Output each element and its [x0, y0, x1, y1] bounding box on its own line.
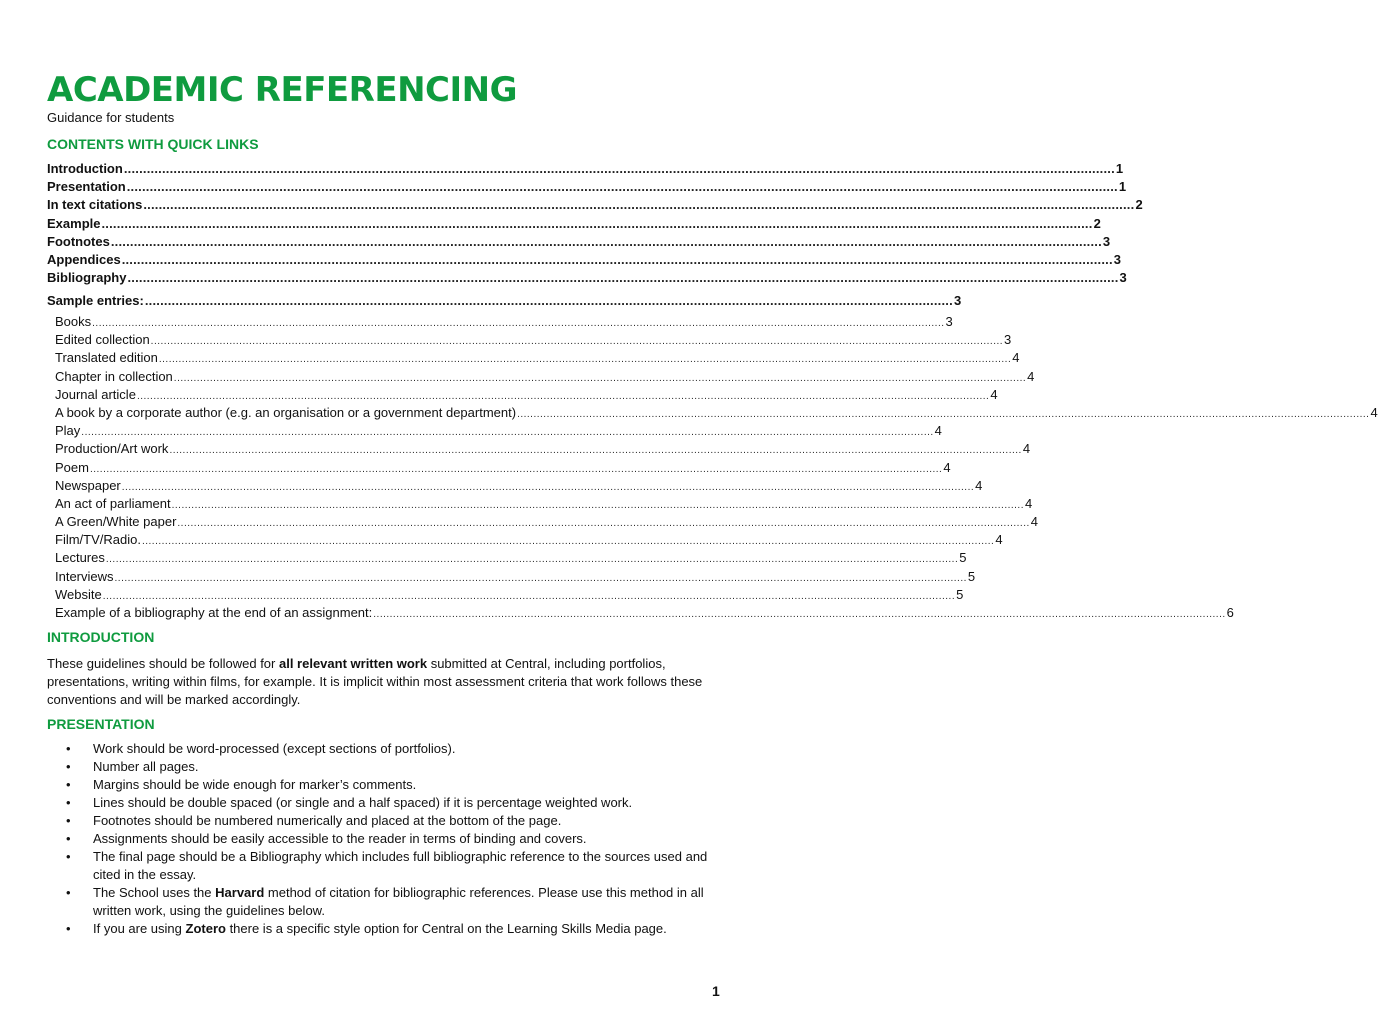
toc-leader-dots: .................................................................................................................................................................................................................................................................... — [121, 481, 975, 493]
bullet-dot-icon: • — [66, 849, 71, 864]
bullet-text: Lines should be double spaced (or single and a half spaced) if it is percentage weighted work. — [93, 795, 633, 810]
toc-entry-label: In text citations — [47, 197, 143, 213]
toc-entry-label: Bibliography — [47, 270, 127, 286]
bullet-item — [47, 830, 723, 848]
toc-leader-dots: .................................................................................................................................................................................................................................................................... — [517, 408, 1370, 420]
toc-entry[interactable] — [47, 160, 1124, 178]
bullet-text: Number all pages. — [93, 759, 199, 774]
bullet-item — [47, 920, 723, 938]
toc-entry[interactable] — [55, 349, 1020, 367]
toc-entry[interactable] — [55, 568, 976, 586]
toc-entry-page: 3 — [945, 314, 953, 329]
bullet-dot-icon: • — [66, 921, 71, 936]
toc-entry-page: 4 — [975, 477, 983, 493]
bullet-item — [47, 776, 723, 794]
toc-entry-page: 3 — [1119, 270, 1127, 286]
toc-entry[interactable] — [47, 269, 1127, 287]
toc-entry-label: Lectures — [55, 550, 105, 566]
toc-entry-page: 3 — [953, 293, 962, 308]
toc-leader-dots: .................................................................................................................................................................................................................................................................... — [143, 197, 1135, 213]
toc-leader-dots: .................................................................................................................................................................................................................................................................... — [101, 215, 1093, 231]
toc-sub-list — [55, 313, 1378, 622]
toc-leader-dots: .................................................................................................................................................................................................................................................................... — [92, 318, 945, 329]
toc-entry-page: 4 — [995, 532, 1003, 548]
bullet-text: Margins should be wide enough for marker’s comments. — [93, 777, 417, 792]
toc-entry[interactable] — [55, 586, 964, 604]
toc-entry[interactable] — [55, 422, 942, 440]
introduction-heading: INTRODUCTION — [47, 629, 155, 645]
toc-entry[interactable] — [47, 178, 1127, 196]
toc-leader-dots: .................................................................................................................................................................................................................................................................... — [89, 463, 943, 475]
bullet-item — [47, 794, 723, 812]
toc-leader-dots: .................................................................................................................................................................................................................................................................... — [105, 554, 959, 566]
toc-leader-dots: .................................................................................................................................................................................................................................................................... — [158, 354, 1012, 366]
toc-main-list — [47, 160, 1143, 287]
toc-entry-label: Edited collection — [55, 332, 150, 348]
toc-entry[interactable] — [55, 477, 983, 495]
document-subtitle: Guidance for students — [47, 110, 175, 125]
toc-entry[interactable] — [55, 404, 1378, 422]
toc-entry[interactable] — [47, 196, 1143, 214]
toc-sample-entries[interactable] — [47, 292, 962, 310]
toc-entry-label: Footnotes — [47, 233, 110, 249]
toc-entry-label: Poem — [55, 459, 89, 475]
toc-leader-dots: .................................................................................................................................................................................................................................................................... — [110, 233, 1102, 249]
toc-entry-label: Example of a bibliography at the end of an assignment: — [55, 605, 373, 620]
toc-entry[interactable] — [55, 331, 1012, 349]
toc-entry-page: 4 — [943, 459, 951, 475]
toc-entry-page: 4 — [934, 423, 942, 439]
toc-entry-page: 3 — [1102, 233, 1111, 249]
toc-leader-dots: .................................................................................................................................................................................................................................................................... — [173, 372, 1027, 384]
toc-entry[interactable] — [55, 459, 951, 477]
toc-entry-label: Interviews — [55, 568, 114, 584]
toc-entry[interactable] — [55, 440, 1031, 458]
toc-entry-page: 4 — [1030, 514, 1039, 530]
toc-entry-label: Production/Art work — [55, 441, 169, 457]
toc-leader-dots: .................................................................................................................................................................................................................................................................... — [177, 518, 1030, 530]
toc-leader-dots: .................................................................................................................................................................................................................... — [144, 293, 953, 308]
bullet-item — [47, 812, 723, 830]
toc-entry-page: 3 — [1004, 332, 1012, 348]
bullet-dot-icon: • — [66, 777, 71, 792]
toc-leader-dots: .................................................................................................................................................................................................................................................................... — [121, 251, 1113, 267]
toc-entry-label: Journal article — [55, 386, 136, 402]
toc-entry-page: 4 — [1027, 368, 1035, 384]
bullet-item — [47, 758, 723, 776]
toc-leader-dots: .................................................................................................................................................................................................................................................................... — [127, 270, 1119, 286]
intro-text: These guidelines should be followed for — [47, 656, 279, 671]
bullet-text: method of citation for bibliographic references. Please use this method in all written work, using the guidelines below. — [93, 885, 704, 918]
toc-leader-dots: .................................................................................................................................................................................................................................................................... — [169, 445, 1022, 457]
presentation-heading: PRESENTATION — [47, 716, 155, 732]
toc-entry-page: 6 — [1226, 605, 1234, 620]
intro-text-rest: submitted at Central, including portfolios, presentations, writing within films, for example. It is implicit within most assessment criteria that work follows these conventions and will be marked accordingly. — [47, 656, 703, 707]
toc-leader-dots: .................................................................................................................................................................................................................................................................... — [141, 536, 995, 548]
toc-entry-page: 5 — [967, 568, 976, 584]
toc-entry-page: 4 — [1025, 495, 1033, 511]
bullet-dot-icon: • — [66, 831, 71, 846]
toc-leader-dots: .................................................................................................................................................................................................................................................................... — [123, 161, 1115, 176]
toc-entry-label: Presentation — [47, 179, 126, 195]
toc-entry-page: 1 — [1118, 179, 1127, 195]
toc-leader-dots: .................................................................................................................................................................................................................................................................... — [373, 609, 1226, 620]
toc-entry[interactable] — [55, 368, 1035, 386]
bullet-text: If you are using — [93, 921, 186, 936]
toc-leader-dots: .................................................................................................................................................................................................................................................................... — [136, 390, 990, 402]
toc-entry-page: 4 — [1370, 404, 1378, 420]
intro-bold-text: all relevant written work — [278, 656, 428, 671]
toc-leader-dots: .................................................................................................................................................................................................................................................................... — [171, 499, 1024, 511]
toc-entry-label: Film/TV/Radio. — [55, 532, 141, 548]
bullet-text: Assignments should be easily accessible to the reader in terms of binding and covers. — [93, 831, 587, 846]
toc-entry-page: 4 — [1012, 350, 1020, 366]
bullet-text: Work should be word-processed (except sections of portfolios). — [93, 741, 456, 756]
toc-entry-page: 5 — [959, 550, 967, 566]
toc-leader-dots: .................................................................................................................................................................................................................................................................... — [114, 572, 967, 584]
toc-leader-dots: .................................................................................................................................................................................................................................................................... — [150, 336, 1004, 348]
toc-entry[interactable] — [55, 513, 1039, 531]
toc-entry-page: 2 — [1093, 215, 1101, 231]
bullet-item — [47, 848, 723, 884]
toc-entry-label: A book by a corporate author (e.g. an organisation or a government department) — [55, 404, 517, 420]
toc-entry-label: Website — [55, 586, 102, 602]
toc-entry-page: 4 — [990, 386, 998, 402]
bullet-dot-icon: • — [66, 759, 71, 774]
toc-entry[interactable] — [55, 531, 1003, 549]
bullet-text: The School uses the — [93, 885, 216, 900]
bullet-text: Footnotes should be numbered numerically and placed at the bottom of the page. — [93, 813, 562, 828]
toc-entry[interactable] — [55, 604, 1234, 622]
toc-entry-label: Chapter in collection — [55, 368, 173, 384]
toc-leader-dots: .................................................................................................................................................................................................................................................................... — [126, 179, 1118, 195]
bullet-text: there is a specific style option for Central on the Learning Skills Media page. — [225, 921, 667, 936]
bullet-dot-icon: • — [66, 741, 71, 756]
toc-entry-label: Sample entries: — [47, 293, 144, 308]
bullet-text: The final page should be a Bibliography which includes full bibliographic reference to the sources used and cited in the essay. — [93, 849, 708, 882]
toc-entry-label: Newspaper — [55, 477, 121, 493]
bullet-item — [47, 740, 723, 758]
toc-leader-dots: .................................................................................................................................................................................................................................................................... — [102, 590, 956, 602]
toc-heading: CONTENTS WITH QUICK LINKS — [47, 136, 259, 152]
bullet-bold-text: Harvard — [215, 885, 265, 900]
document-title: ACADEMIC REFERENCING — [47, 70, 517, 110]
toc-entry[interactable] — [47, 233, 1111, 251]
toc-entry-label: Introduction — [47, 161, 123, 176]
toc-entry-page: 3 — [1113, 251, 1121, 267]
toc-entry-label: A Green/White paper — [55, 514, 177, 530]
introduction-paragraph — [47, 655, 723, 709]
bullet-dot-icon: • — [66, 813, 71, 828]
presentation-bullet-list — [47, 740, 723, 938]
toc-entry[interactable] — [55, 313, 953, 331]
bullet-dot-icon: • — [66, 795, 71, 810]
toc-entry-label: Translated edition — [55, 350, 158, 366]
toc-entry-page: 1 — [1115, 161, 1124, 176]
toc-entry-label: An act of parliament — [55, 495, 171, 511]
toc-entry[interactable] — [55, 549, 967, 567]
bullet-item — [47, 884, 723, 920]
toc-entry-label: Play — [55, 423, 81, 439]
page-number: 1 — [712, 983, 720, 999]
toc-entry[interactable] — [55, 495, 1033, 513]
toc-entry-page: 2 — [1135, 197, 1143, 213]
toc-entry[interactable] — [55, 386, 998, 404]
bullet-bold-text: Zotero — [185, 921, 226, 936]
toc-entry[interactable] — [47, 215, 1101, 233]
toc-leader-dots: .................................................................................................................................................................................................................................................................... — [81, 427, 934, 439]
toc-entry-page: 4 — [1022, 441, 1031, 457]
toc-entry-label: Books — [55, 314, 92, 329]
toc-entry[interactable] — [47, 251, 1121, 269]
toc-entry-page: 5 — [956, 586, 964, 602]
toc-entry-label: Appendices — [47, 251, 121, 267]
toc-entry-label: Example — [47, 215, 101, 231]
bullet-dot-icon: • — [66, 885, 71, 900]
